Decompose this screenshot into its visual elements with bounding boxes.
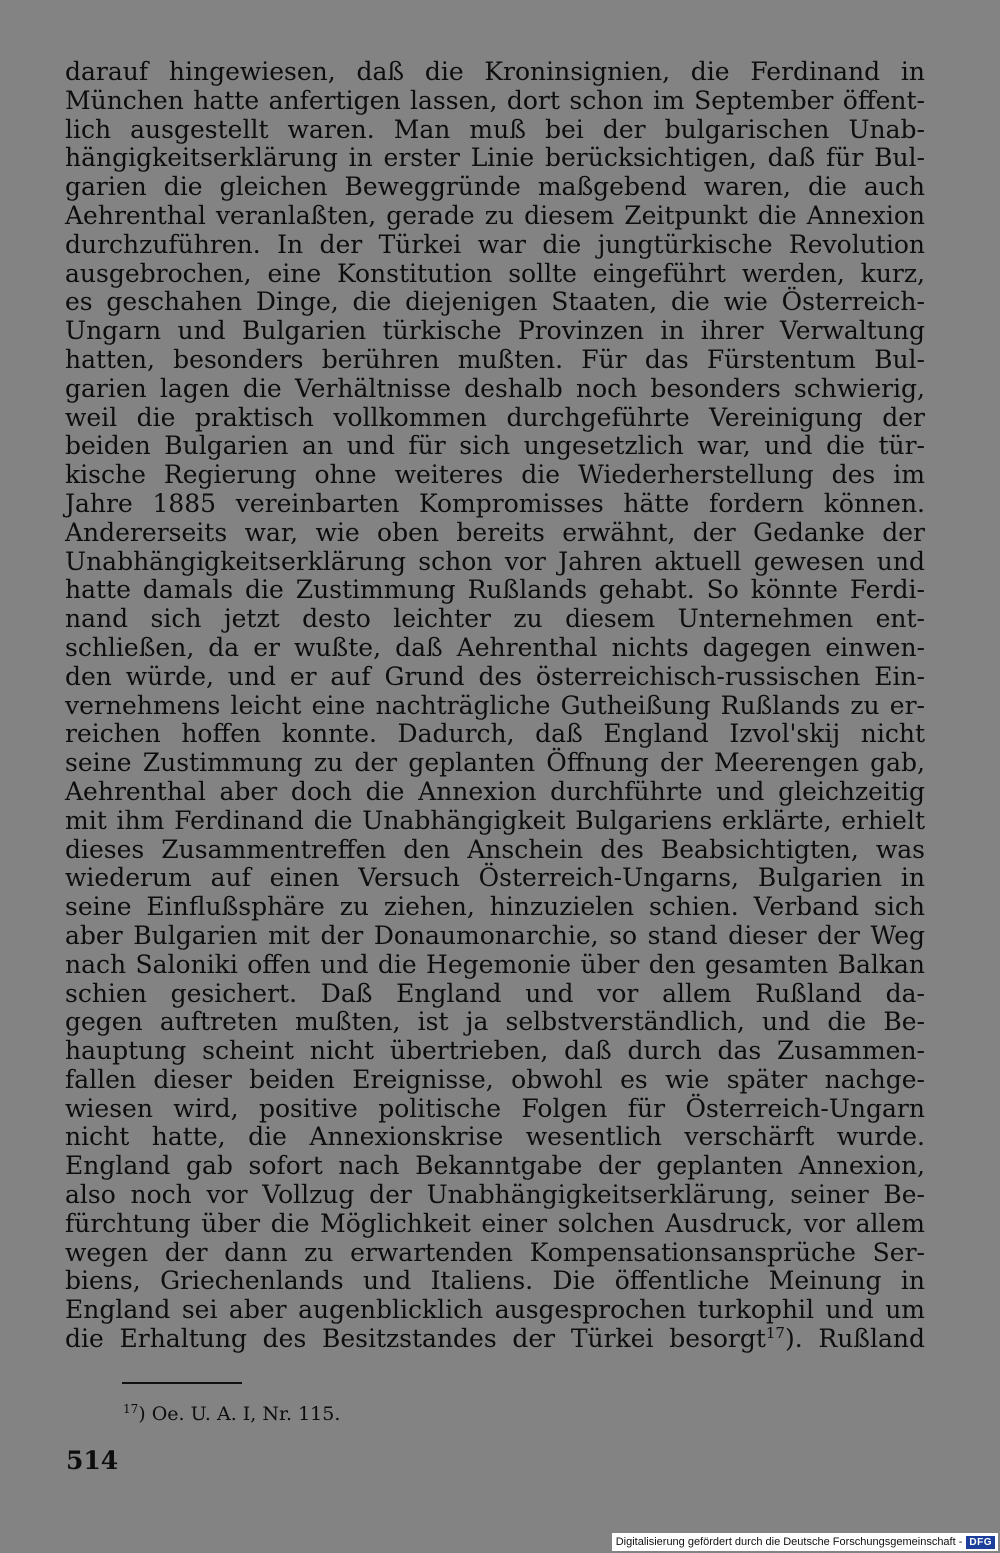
- body-line: es geschahen Dinge, die diejenigen Staaten, die wie Österreich-: [65, 287, 925, 317]
- body-line: mit ihm Ferdinand die Unabhängigkeit Bulgariens erklärte, erhielt: [65, 805, 925, 835]
- body-line: garien die gleichen Beweggründe maßgebend waren, die auch: [65, 172, 925, 202]
- body-line: fallen dieser beiden Ereignisse, obwohl es wie später nachge-: [65, 1064, 925, 1094]
- dfg-logo-icon[interactable]: DFG: [966, 1536, 995, 1549]
- body-line: hatte damals die Zustimmung Rußlands gehabt. So könnte Ferdi-: [65, 575, 925, 605]
- body-line: England sei aber augenblicklich ausgesprochen turkophil und um: [65, 1295, 925, 1325]
- body-line: Aehrenthal veranlaßten, gerade zu diesem Zeitpunkt die Annexion: [65, 200, 925, 230]
- body-line: gegen auftreten mußten, ist ja selbstverständlich, und die Be-: [65, 1007, 925, 1037]
- last-line-tail: ). Rußland: [784, 1324, 925, 1354]
- body-line: schließen, da er wußte, daß Aehrenthal nichts dagegen einwen-: [65, 632, 925, 662]
- page-number: 514: [66, 1446, 119, 1475]
- body-line-last: [65, 1325, 925, 1354]
- body-line: seine Zustimmung zu der geplanten Öffnung der Meerengen gab,: [65, 748, 925, 778]
- footnote-divider: [122, 1382, 242, 1384]
- body-line: reichen hoffen konnte. Dadurch, daß England Izvol'skij nicht: [65, 719, 925, 749]
- body-line: Aehrenthal aber doch die Annexion durchführte und gleichzeitig: [65, 776, 925, 806]
- body-line: Unabhängigkeitserklärung schon vor Jahren aktuell gewesen und: [65, 546, 925, 576]
- body-line: England gab sofort nach Bekanntgabe der geplanten Annexion,: [65, 1151, 925, 1181]
- body-line: weil die praktisch vollkommen durchgeführte Vereinigung der: [65, 402, 925, 432]
- body-line: seine Einflußsphäre zu ziehen, hinzuzielen schien. Verband sich: [65, 892, 925, 922]
- body-line: wegen der dann zu erwartenden Kompensationsansprüche Ser-: [65, 1237, 925, 1267]
- body-line: Andererseits war, wie oben bereits erwähnt, der Gedanke der: [65, 517, 925, 547]
- body-line: hauptung scheint nicht übertrieben, daß durch das Zusammen-: [65, 1036, 925, 1066]
- digitization-credit: [612, 1533, 998, 1551]
- body-line: Jahre 1885 vereinbarten Kompromisses hätte fordern können.: [65, 488, 925, 518]
- body-line: München hatte anfertigen lassen, dort schon im September öffent-: [65, 85, 925, 115]
- body-line: den würde, und er auf Grund des österreichisch-russischen Ein-: [65, 661, 925, 691]
- body-line: also noch vor Vollzug der Unabhängigkeitserklärung, seiner Be-: [65, 1180, 925, 1210]
- last-line-text: die Erhaltung des Besitzstandes der Türkei besorgt: [65, 1324, 766, 1354]
- body-line: Ungarn und Bulgarien türkische Provinzen in ihrer Verwaltung: [65, 316, 925, 346]
- body-line: schien gesichert. Daß England und vor allem Rußland da-: [65, 978, 925, 1008]
- body-line: wiesen wird, positive politische Folgen für Österreich-Ungarn: [65, 1093, 925, 1123]
- body-line: durchzuführen. In der Türkei war die jungtürkische Revolution: [65, 229, 925, 259]
- body-line: beiden Bulgarien an und für sich ungesetzlich war, und die tür-: [65, 431, 925, 461]
- body-line: vernehmens leicht eine nachträgliche Gutheißung Rußlands zu er-: [65, 690, 925, 720]
- body-line: wiederum auf einen Versuch Österreich-Ungarns, Bulgarien in: [65, 863, 925, 893]
- body-line: kische Regierung ohne weiteres die Wiederherstellung des im: [65, 460, 925, 490]
- body-text: [65, 58, 925, 1354]
- body-line: dieses Zusammentreffen den Anschein des Beabsichtigten, was: [65, 834, 925, 864]
- credit-text: Digitalisierung gefördert durch die Deutsche Forschungsgemeinschaft -: [615, 1536, 963, 1548]
- body-line: fürchtung über die Möglichkeit einer solchen Ausdruck, vor allem: [65, 1208, 925, 1238]
- body-line: nicht hatte, die Annexionskrise wesentlich verschärft wurde.: [65, 1122, 925, 1152]
- footnote-reference[interactable]: 17: [765, 1324, 785, 1343]
- body-line: aber Bulgarien mit der Donaumonarchie, so stand dieser der Weg: [65, 920, 925, 950]
- body-line: hatten, besonders berühren mußten. Für das Fürstentum Bul-: [65, 344, 925, 374]
- body-line: darauf hingewiesen, daß die Kroninsignien, die Ferdinand in: [65, 57, 925, 86]
- body-line: hängigkeitserklärung in erster Linie berücksichtigen, daß für Bul-: [65, 143, 925, 173]
- body-line: nand sich jetzt desto leichter zu diesem Unternehmen ent-: [65, 604, 925, 634]
- body-line: lich ausgestellt waren. Man muß bei der bulgarischen Unab-: [65, 114, 925, 144]
- footnote: [123, 1402, 340, 1426]
- body-line: nach Saloniki offen und die Hegemonie über den gesamten Balkan: [65, 949, 925, 979]
- body-line: garien lagen die Verhältnisse deshalb noch besonders schwierig,: [65, 373, 925, 403]
- footnote-text: ) Oe. U. A. I, Nr. 115.: [138, 1403, 341, 1425]
- body-line: ausgebrochen, eine Konstitution sollte eingeführt werden, kurz,: [65, 258, 925, 288]
- body-line: biens, Griechenlands und Italiens. Die öffentliche Meinung in: [65, 1266, 925, 1296]
- footnote-number: 17: [123, 1402, 139, 1416]
